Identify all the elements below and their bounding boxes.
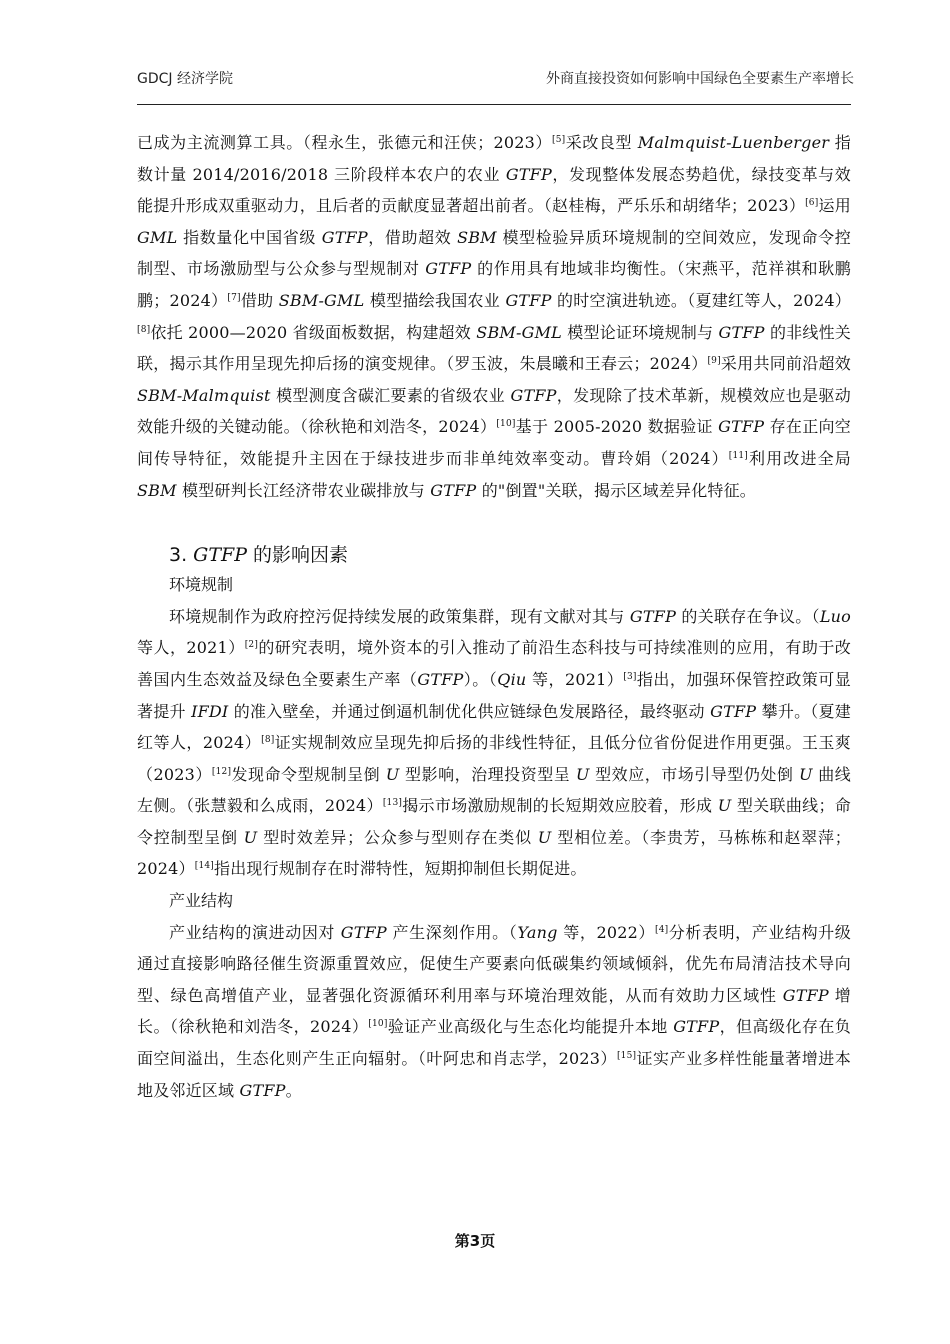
citation: [4] — [655, 924, 669, 935]
page-number: 第3页 — [454, 1232, 496, 1250]
citation: [12] — [211, 766, 232, 777]
citation: [11] — [728, 450, 749, 461]
paragraph-environmental-regulation: 环境规制作为政府控污促持续发展的政策集群，现有文献对其与 GTFP 的关联存在争议。（Luo 等人，2021）[2]的研究表明，境外资本的引入推动了前沿生态科技与可持续准则的应用，有助于改善国内生态效益及绿色全要素生产率（GTFP）。（Qiu 等，2021）[3]指出，加强环保管控政策可显著提升 IFDI 的准入壁垒，并通过倒逼机制优化供应链绿色发展路径，最终驱动 GTFP 攀升。（夏建红等人，2024）[8]证实规制效应呈现先抑后扬的非线性特征，且低分位省份促进作用更强。王玉爽（2023）[12]发现命令型规制呈倒 U 型影响，治理投资型呈 U 型效应，市场引导型仍处倒 U 曲线左侧。（张慧毅和么成雨，2024）[13]揭示市场激励规制的长短期效应胶着，形成 U 型关联曲线；命令控制型呈倒 U 型时效差异；公众参与型则存在类似 U 型相位差。（李贵芳，马栋栋和赵翠萍；2024）[14]指出现行规制存在时滞特性，短期抑制但长期促进。 — [137, 606, 852, 879]
section-heading: 3. GTFP 的影响因素 — [169, 544, 349, 567]
subheading-industrial-structure: 产业结构 — [169, 891, 234, 911]
citation: [10] — [496, 419, 516, 430]
subheading-environmental-regulation: 环境规制 — [169, 575, 234, 595]
citation: [6] — [805, 198, 819, 209]
citation: [8] — [137, 324, 151, 335]
header-rule — [137, 104, 851, 105]
citation: [14] — [194, 861, 215, 872]
paragraph-industrial-structure: 产业结构的演进动因对 GTFP 产生深刻作用。（Yang 等，2022）[4]分析表明，产业结构升级通过直接影响路径催生资源重置效应，促使生产要素向低碳集约领域倾斜，优先布局清洁技术导向型、绿色高增值产业，显著强化资源循环利用率与环境治理效能，从而有效助力区域性 GTFP 增长。（徐秋艳和刘浩冬，2024）[10]验证产业高级化与生态化均能提升本地 GTFP，但高级化存在负面空间溢出，生态化则产生正向辐射。（叶阿忠和肖志学，2023）[15]证实产业多样性能量著增进本地及邻近区域 GTFP。 — [137, 922, 852, 1100]
header-journal: GDCJ 经济学院 — [137, 71, 233, 87]
citation: [8] — [261, 735, 275, 746]
paragraph-literature-measurement: 已成为主流测算工具。（程永生，张德元和汪侠；2023）[5]采改良型 Malmquist-Luenberger 指数计量 2014/2016/2018 三阶段样本农户的农业 GTFP，发现整体发展态势趋优，绿技变革与效能提升形成双重驱动力，且后者的贡献度显著超出前者。（赵桂梅，严乐乐和胡绪华；2023）[6]运用 GML 指数量化中国省级 GTFP，借助超效 SBM 模型检验异质环境规制的空间效应，发现命令控制型、市场激励型与公众参与型规制对 GTFP 的作用具有地域非均衡性。（宋燕平，范祥祺和耿鹏鹏；2024）[7]借助 SBM-GML 模型描绘我国农业 GTFP 的时空演进轨迹。（夏建红等人，2024）[8]依托 2000—2020 省级面板数据，构建超效 SBM-GML 模型论证环境规制与 GTFP 的非线性关联，揭示其作用呈现先抑后扬的演变规律。（罗玉波，朱晨曦和王春云；2024）[9]采用共同前沿超效 SBM-Malmquist 模型测度含碳汇要素的省级农业 GTFP，发现除了技术革新，规模效应也是驱动效能升级的关键动能。（徐秋艳和刘浩冬，2024）[10]基于 2005-2020 数据验证 GTFP 存在正向空间传导特征，效能提升主因在于绿技进步而非单纯效率变动。曹玲娟（2024）[11]利用改进全局 SBM 模型研判长江经济带农业碳排放与 GTFP 的"倒置"关联，揭示区域差异化特征。 — [137, 133, 851, 500]
citation: [9] — [707, 356, 721, 367]
running-header — [137, 68, 854, 92]
citation: [13] — [382, 798, 403, 809]
body-text — [137, 127, 851, 1106]
citation: [5] — [552, 135, 566, 145]
citation: [3] — [623, 671, 637, 682]
citation: [15] — [616, 1051, 637, 1062]
citation: [10] — [368, 1019, 388, 1030]
citation: [7] — [227, 292, 241, 303]
citation: [2] — [244, 640, 259, 651]
header-article-title: 外商直接投资如何影响中国绿色全要素生产率增长 — [546, 71, 854, 87]
